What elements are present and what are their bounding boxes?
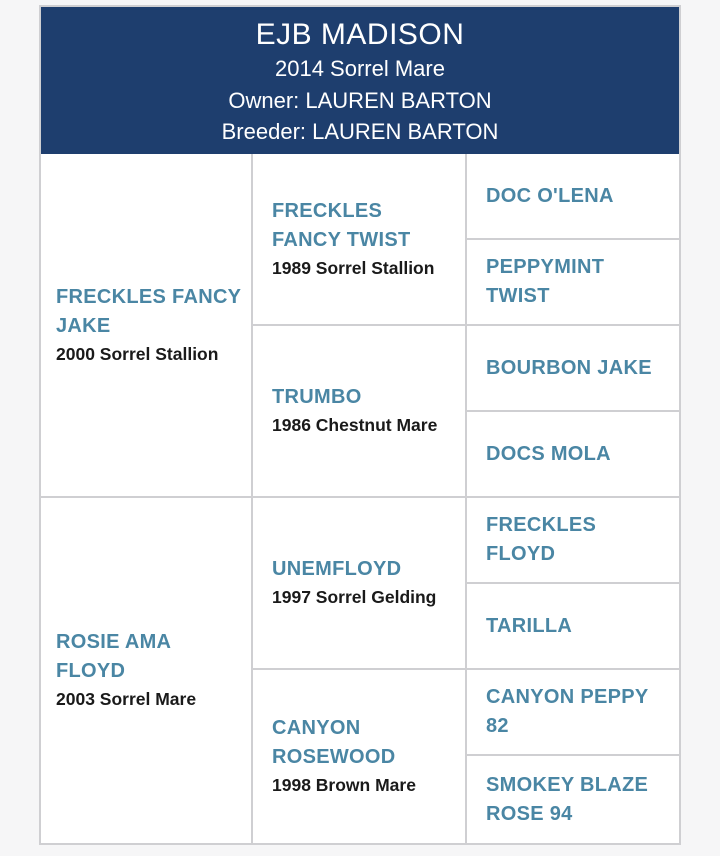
- great-grandparent-name[interactable]: DOC O'LENA: [486, 184, 614, 207]
- great-grandparent-name[interactable]: CANYON PEPPY 82: [486, 686, 649, 737]
- pedigree-card: [39, 5, 681, 845]
- dam-details: 2003 Sorrel Mare: [56, 689, 197, 709]
- great-grandparent-cell: [467, 154, 679, 240]
- sire-dam-cell: [253, 326, 467, 498]
- great-grandparent-cell: [467, 326, 679, 412]
- great-grandparent-name[interactable]: SMOKEY BLAZE ROSE 94: [486, 773, 649, 825]
- horse-details: 2014 Sorrel Mare: [275, 56, 445, 81]
- great-grandparent-name[interactable]: PEPPYMINT TWIST: [486, 256, 605, 307]
- great-grandparent-cell: [467, 412, 679, 498]
- horse-owner: Owner: LAUREN BARTON: [228, 87, 492, 113]
- dam-dam-cell: [253, 670, 467, 843]
- horse-breeder: Breeder: LAUREN BARTON: [221, 119, 499, 144]
- horse-header: [41, 7, 679, 154]
- dam-cell: [41, 498, 253, 843]
- dam-sire-name[interactable]: UNEMFLOYD: [272, 558, 402, 580]
- sire-details: 2000 Sorrel Stallion: [56, 343, 219, 364]
- dam-dam-name[interactable]: CANYON ROSEWOOD: [272, 717, 396, 768]
- horse-name: EJB MADISON: [255, 18, 465, 51]
- great-grandparent-cell: [467, 240, 679, 326]
- sire-cell: [41, 154, 253, 498]
- pedigree-chart: [41, 154, 679, 843]
- dam-name[interactable]: ROSIE AMA FLOYD: [56, 631, 171, 682]
- great-grandparent-cell: [467, 670, 679, 756]
- great-grandparent-cell: [467, 584, 679, 670]
- sire-sire-cell: [253, 154, 467, 326]
- great-grandparent-name[interactable]: DOCS MOLA: [486, 442, 611, 465]
- great-grandparent-cell: [467, 498, 679, 584]
- great-grandparent-cell: [467, 756, 679, 843]
- sire-dam-name[interactable]: TRUMBO: [272, 386, 362, 408]
- sire-name[interactable]: FRECKLES FANCY JAKE: [56, 285, 241, 337]
- dam-sire-cell: [253, 498, 467, 670]
- sire-dam-details: 1986 Chestnut Mare: [272, 415, 438, 435]
- sire-sire-details: 1989 Sorrel Stallion: [272, 257, 435, 278]
- dam-dam-details: 1998 Brown Mare: [272, 775, 416, 795]
- dam-sire-details: 1997 Sorrel Gelding: [272, 587, 437, 607]
- great-grandparent-name[interactable]: TARILLA: [486, 614, 573, 637]
- great-grandparent-name[interactable]: FRECKLES FLOYD: [486, 514, 597, 565]
- great-grandparent-name[interactable]: BOURBON JAKE: [486, 356, 652, 379]
- sire-sire-name[interactable]: FRECKLES FANCY TWIST: [272, 199, 411, 251]
